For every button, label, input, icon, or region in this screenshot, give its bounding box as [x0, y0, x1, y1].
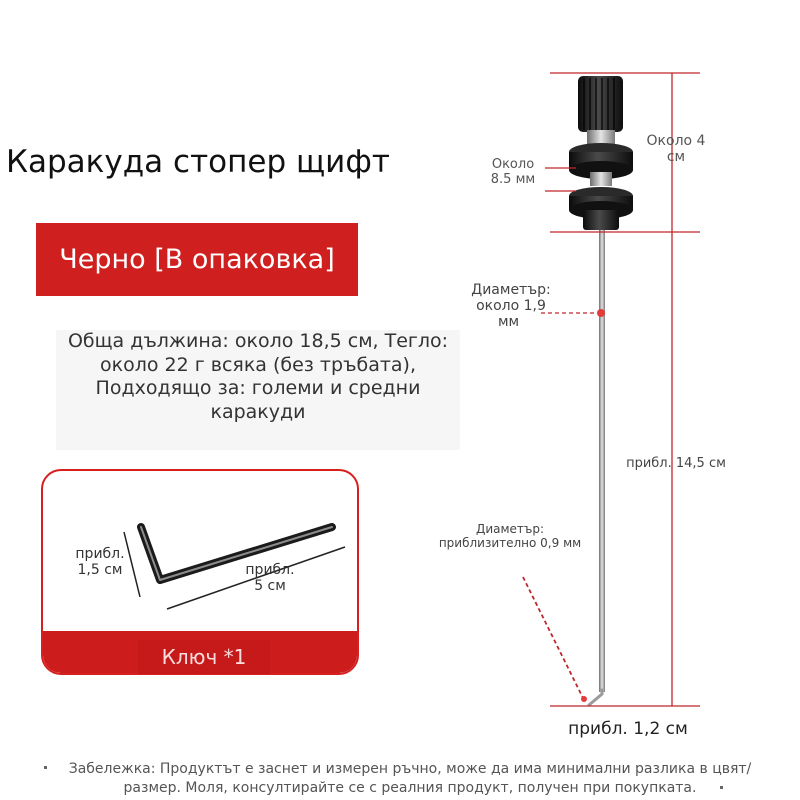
- diameter-marker: [597, 309, 605, 317]
- tip-marker: [581, 696, 587, 702]
- head-height-label-line: см: [666, 149, 686, 165]
- disclaimer-note: Забележка: Продуктът е заснет и измерен ръчно, може да има минимални разлика в цвят/размер. Моля, консултирайте се с реалния продукт, получен при покупката.: [68, 761, 752, 796]
- shaft-length-label: прибл. 14,5 см: [626, 456, 726, 471]
- shaft-diameter-label-line: мм: [498, 314, 520, 330]
- product-title: Каракуда стопер щифт: [6, 144, 390, 180]
- key-height-label-line: прибл.: [75, 546, 125, 562]
- head-diameter-label: [483, 157, 543, 187]
- stopper-pin-image: [569, 76, 633, 705]
- key-height-label-line: 1,5 см: [77, 562, 123, 578]
- spec-line: Подходящо за: големи и средни: [95, 377, 421, 399]
- shaft-diameter-label-line: Диаметър:: [471, 282, 551, 298]
- shaft-diameter-label: [458, 282, 564, 330]
- key-length-label-line: прибл.: [245, 562, 295, 578]
- shaft-diameter-label-line: около 1,9: [476, 298, 546, 314]
- key-height-label: [70, 546, 130, 578]
- color-variant-label: Черно [В опаковка]: [59, 244, 335, 275]
- spec-line: каракуди: [210, 400, 306, 423]
- spec-line: Обща дължина: около 18,5 см, Тегло:: [67, 330, 449, 352]
- head-diameter-label-line: 8.5 мм: [490, 172, 536, 187]
- head-height-label-line: Около 4: [646, 133, 706, 149]
- head-height-label: [640, 133, 712, 165]
- head-diameter-label-line: Около: [491, 157, 535, 172]
- key-length-label: [232, 562, 308, 594]
- tip-diameter-label: [430, 522, 590, 550]
- tip-diameter-label-line: Диаметър:: [475, 522, 545, 536]
- tip-diameter-label-line: приблизително 0,9 мм: [438, 536, 582, 550]
- hex-key-label: Ключ *1: [138, 640, 270, 674]
- hook-length-label: прибл. 1,2 см: [568, 719, 688, 739]
- spec-line: около 22 г всяка (без тръбата),: [99, 353, 417, 376]
- key-length-label-line: 5 см: [254, 578, 286, 594]
